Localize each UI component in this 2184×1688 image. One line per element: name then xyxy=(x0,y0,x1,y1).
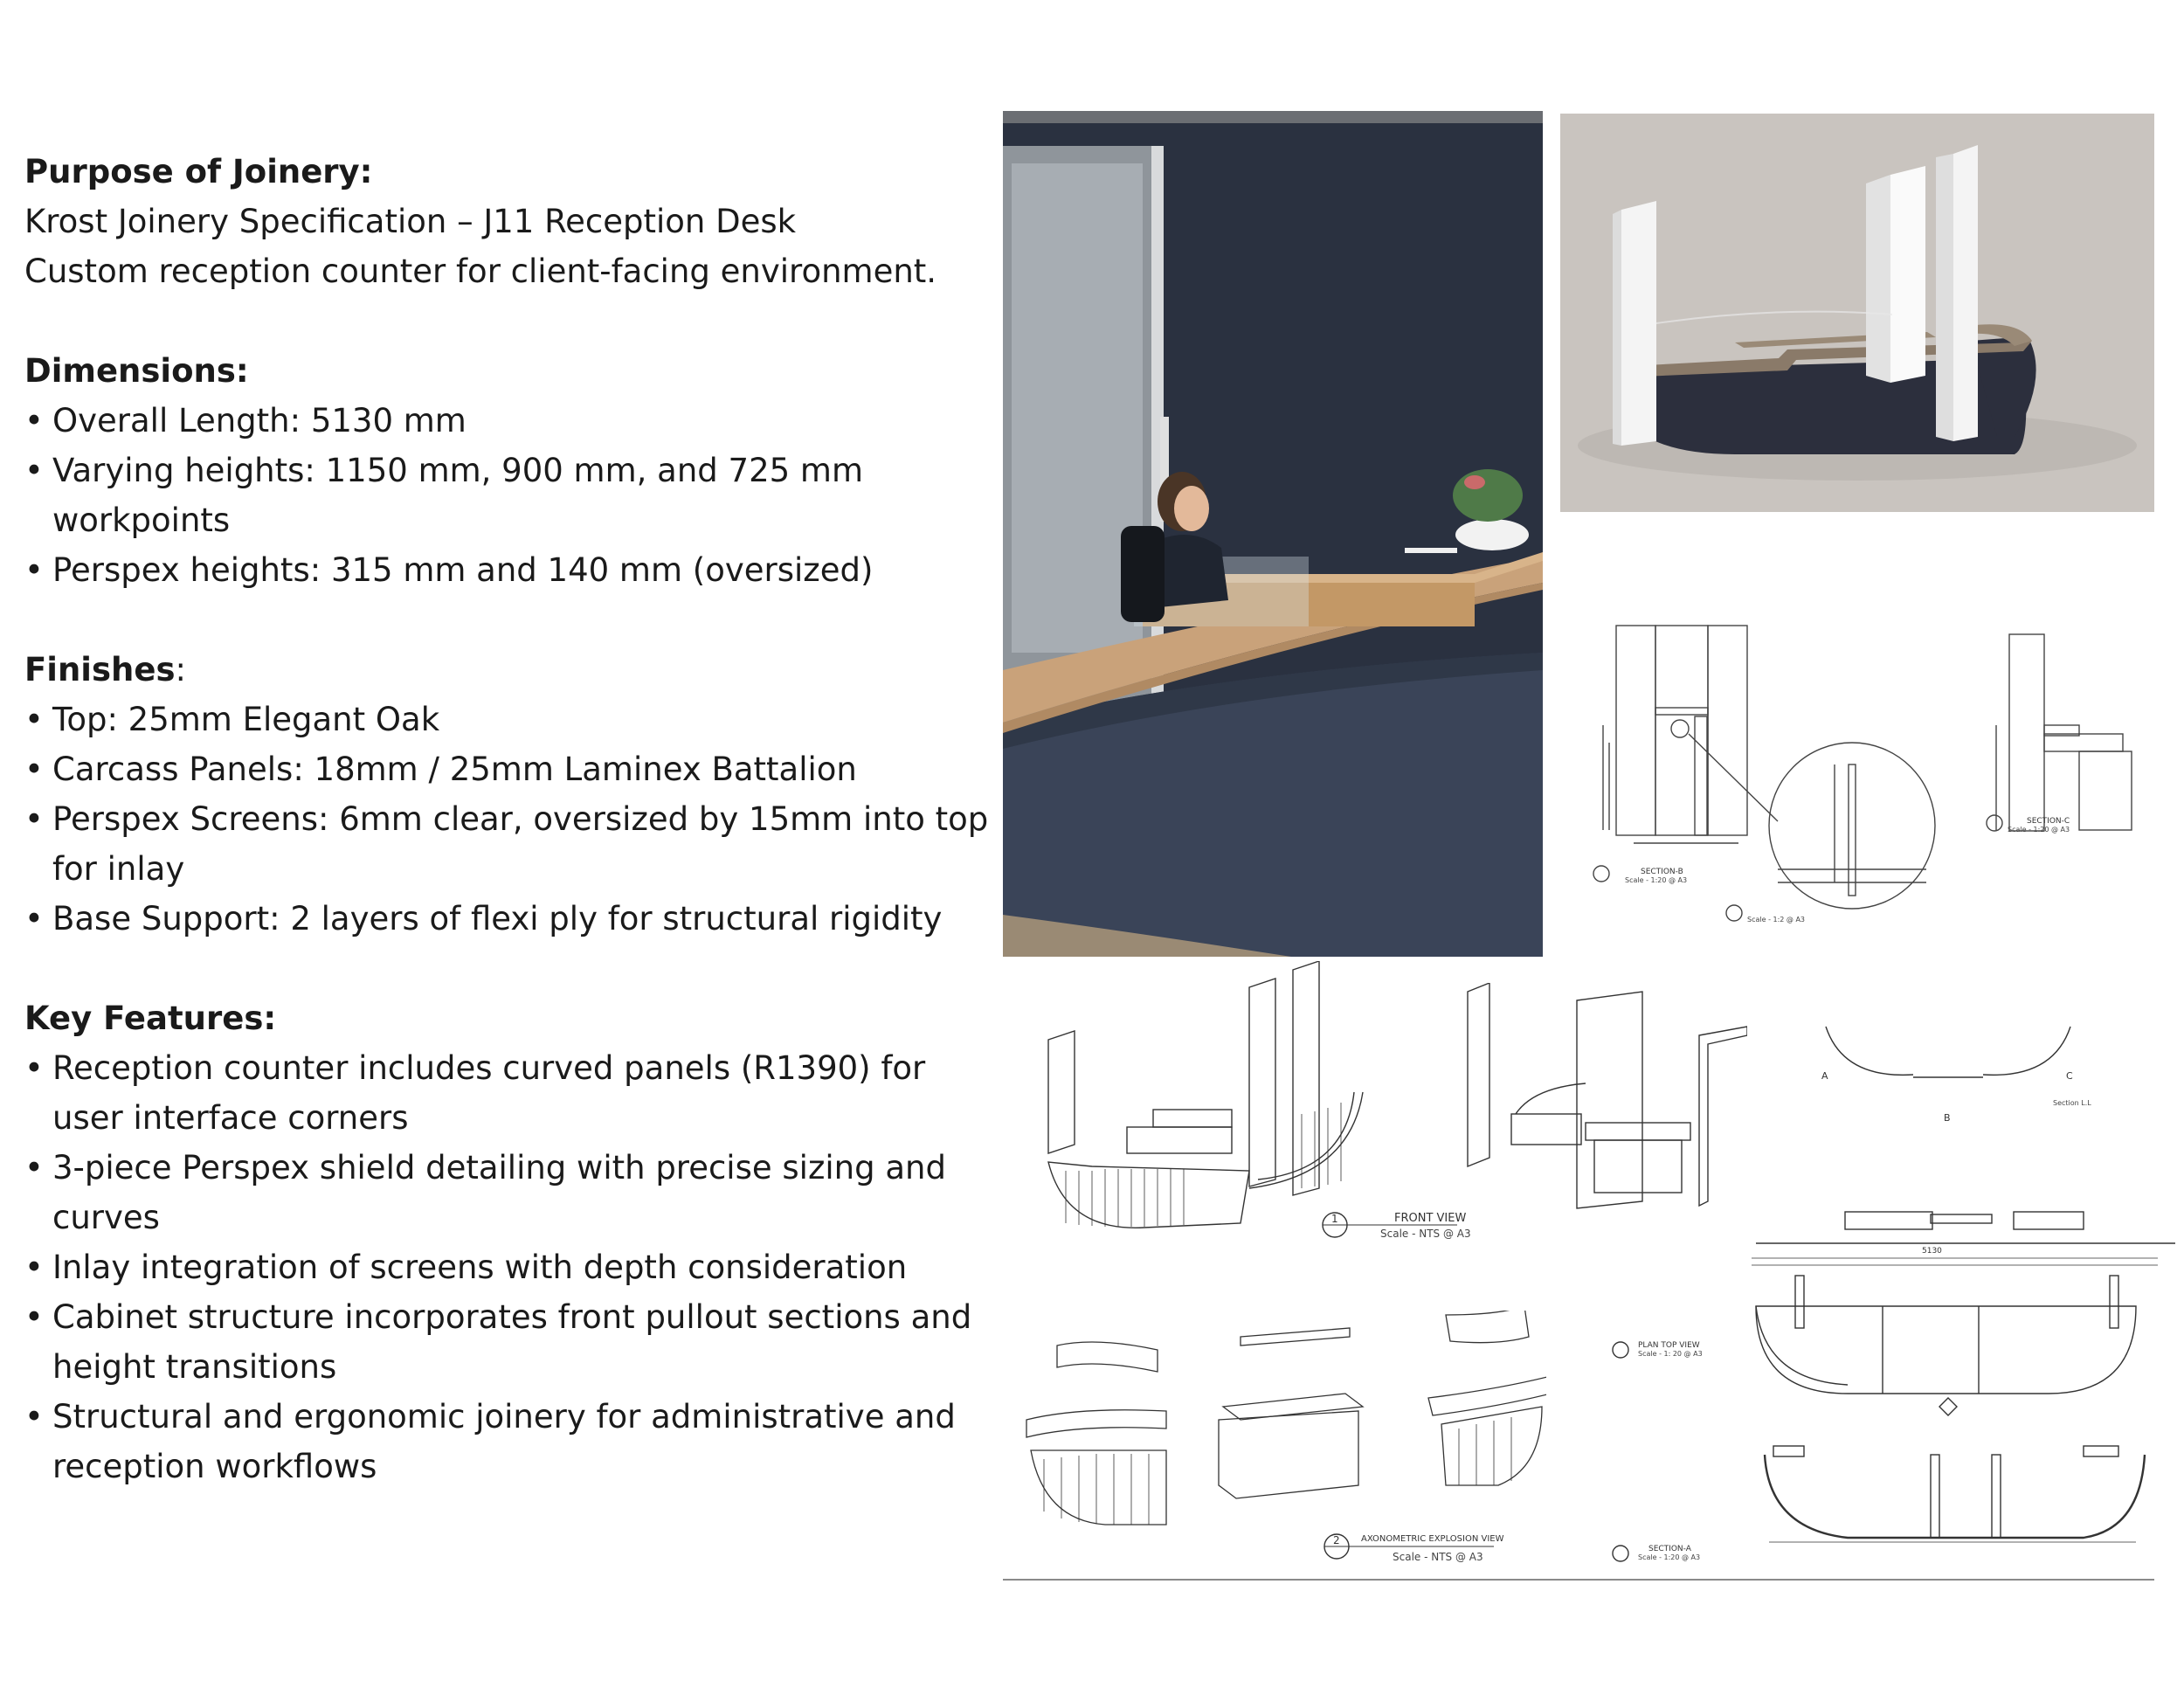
finishes-item: • Top: 25mm Elegant Oak xyxy=(24,695,994,744)
section-c-title: SECTION-C xyxy=(2027,817,2070,826)
render-3d xyxy=(1560,114,2154,512)
drawings-baseline xyxy=(1003,1579,2154,1581)
section-b-scale: Scale - 1:20 @ A3 xyxy=(1625,876,1688,884)
dimensions-item: • Overall Length: 5130 mm xyxy=(24,396,994,446)
finishes-list xyxy=(24,695,994,944)
plan-dimension: 5130 xyxy=(1922,1247,1942,1256)
dimensions-item: • Varying heights: 1150 mm, 900 mm, and 725 mm workpoints xyxy=(24,446,994,545)
features-heading: Key Features: xyxy=(24,1000,277,1037)
front-view-title: FRONT VIEW xyxy=(1394,1212,1467,1225)
section-drawings xyxy=(1590,620,2149,930)
finishes-heading: Finishes xyxy=(24,651,176,688)
perspex-label-b: B xyxy=(1944,1112,1951,1124)
plan-section-drawing xyxy=(1594,1241,2175,1590)
features-item: • Inlay integration of screens with depth consideration xyxy=(24,1242,994,1292)
section-c-scale: Scale - 1:20 @ A3 xyxy=(2008,826,2070,834)
section-b-title: SECTION-B xyxy=(1641,868,1683,876)
purpose-line: Krost Joinery Specification – J11 Reception Desk xyxy=(24,203,797,240)
front-view-num: 1 xyxy=(1331,1213,1338,1225)
features-item: • Structural and ergonomic joinery for administrative and reception workflows xyxy=(24,1392,994,1491)
purpose-heading: Purpose of Joinery: xyxy=(24,153,373,190)
dimensions-heading: Dimensions: xyxy=(24,352,249,390)
section-a-title: SECTION-A xyxy=(1648,1545,1691,1553)
purpose-line: Custom reception counter for client-facing environment. xyxy=(24,253,937,290)
axonometric-caption xyxy=(1319,1527,1529,1571)
front-view-scale: Scale - NTS @ A3 xyxy=(1380,1228,1471,1240)
plan-top-scale: Scale - 1: 20 @ A3 xyxy=(1638,1350,1703,1358)
section-a-scale: Scale - 1:20 @ A3 xyxy=(1638,1553,1701,1561)
dimensions-list xyxy=(24,396,994,595)
axo-num: 2 xyxy=(1333,1534,1340,1546)
finishes-item: • Base Support: 2 layers of flexi ply for structural rigidity xyxy=(24,894,994,944)
axo-scale: Scale - NTS @ A3 xyxy=(1393,1551,1483,1563)
reception-photo xyxy=(1003,111,1543,957)
features-item: • Cabinet structure incorporates front pullout sections and height transitions xyxy=(24,1292,994,1392)
axo-title: AXONOMETRIC EXPLOSION VIEW xyxy=(1361,1534,1504,1544)
finishes-colon: : xyxy=(175,651,186,688)
perspex-label-c: C xyxy=(2066,1070,2073,1082)
dimensions-item: • Perspex heights: 315 mm and 140 mm (oversized) xyxy=(24,545,994,595)
detail-scale: Scale - 1:2 @ A3 xyxy=(1747,916,1806,924)
isometric-cabinet-drawing xyxy=(1463,983,1747,1210)
perspex-note: Section L.L xyxy=(2053,1099,2091,1107)
finishes-heading-line xyxy=(24,645,994,695)
perspex-label-a: A xyxy=(1821,1070,1828,1082)
finishes-item: • Carcass Panels: 18mm / 25mm Laminex Battalion xyxy=(24,744,994,794)
features-item: • Reception counter includes curved panels (R1390) for user interface corners xyxy=(24,1043,994,1143)
perspex-shield-drawing xyxy=(1756,1018,2175,1245)
front-view-caption xyxy=(1317,1206,1492,1249)
features-list xyxy=(24,1043,994,1491)
finishes-item: • Perspex Screens: 6mm clear, oversized by 15mm into top for inlay xyxy=(24,794,994,894)
spec-text-column xyxy=(24,147,994,1491)
plan-top-title: PLAN TOP VIEW xyxy=(1638,1341,1700,1350)
features-item: • 3-piece Perspex shield detailing with precise sizing and curves xyxy=(24,1143,994,1242)
